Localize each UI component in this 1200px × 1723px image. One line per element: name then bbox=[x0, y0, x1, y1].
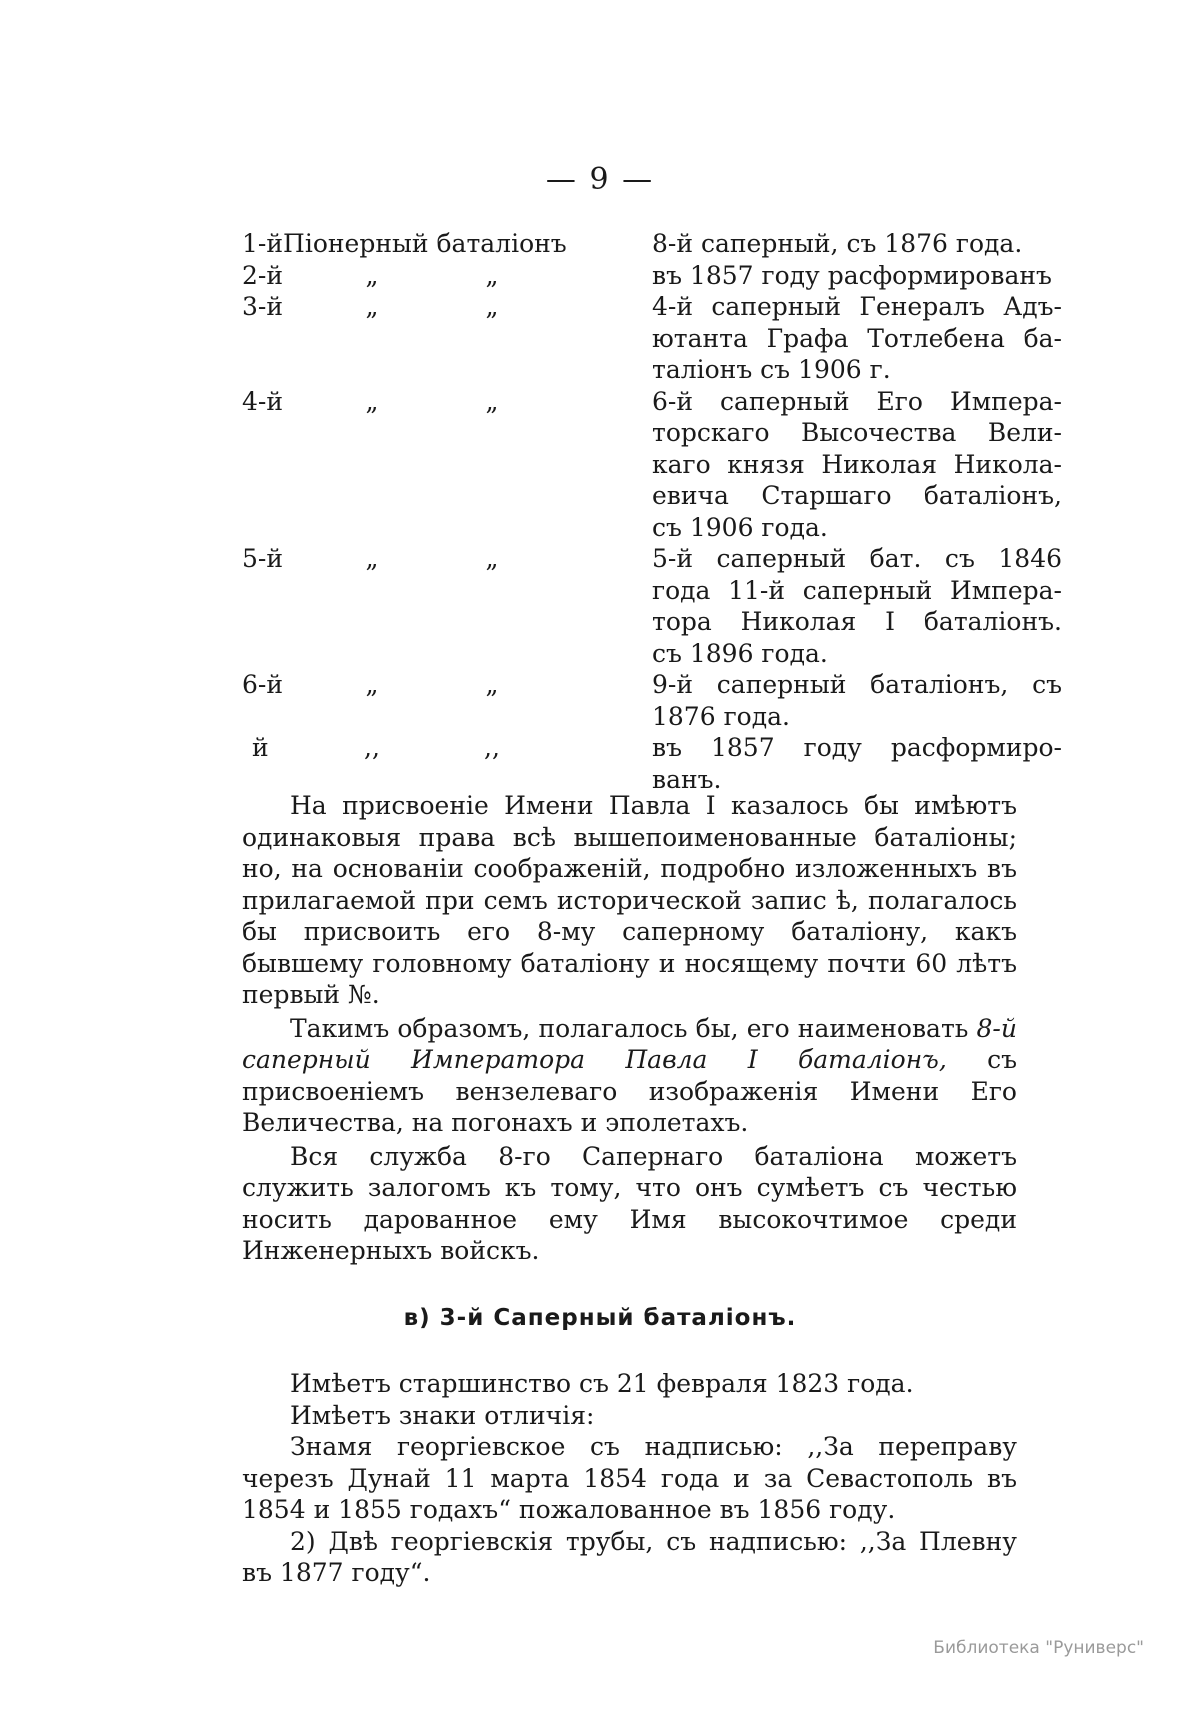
fate-line: 4-й саперный Генералъ Адъ- bbox=[652, 292, 1062, 321]
fate-line: 5-й саперный бат. съ 1846 bbox=[652, 544, 1062, 573]
ditto-mark: „ bbox=[485, 292, 499, 321]
ditto-mark: „ bbox=[365, 670, 379, 699]
fate-line: съ 1906 года. bbox=[652, 512, 828, 542]
fate-line: въ 1857 году расформиро- bbox=[652, 733, 1062, 762]
row-label bbox=[242, 228, 567, 260]
battalion-fate bbox=[652, 543, 1062, 669]
paragraph: Вся служба 8-го Сапернаго баталіона можетъ служить залогомъ къ тому, что онъ сумѣетъ съ честью носить дарованное ему Имя высокочтимое среди Инженерныхъ войскъ. bbox=[242, 1141, 1017, 1265]
battalion-fate bbox=[652, 291, 1062, 386]
table-row bbox=[242, 291, 1062, 386]
battalion-fate bbox=[652, 386, 1062, 544]
paragraph-text: съ присвоеніемъ вензелеваго изображенія Имени Его Величества, на погонахъ и эполетахъ. bbox=[242, 1045, 1018, 1137]
ditto-mark: „ bbox=[485, 386, 499, 416]
fate-line: тора Николая I баталіонъ. bbox=[652, 607, 1062, 636]
fate-line: 6-й саперный Его Импера- bbox=[652, 386, 1062, 416]
paragraph: На присвоеніе Имени Павла I казалось бы имѣютъ одинаковыя права всѣ вышепоименованные баталіоны; но, на основаніи соображеній, подробно изложенныхъ въ прилагаемой при семъ исторической запис ѣ, полагалось бы присвоить его 8-му саперному баталіону, какъ бывшему головному баталіону и носящему почти 60 лѣтъ первый №. bbox=[242, 791, 1017, 1009]
ditto-mark: „ bbox=[365, 544, 379, 573]
fate-line: 8-й саперный, съ 1876 года. bbox=[652, 229, 1023, 258]
section-line: Знамя георгіевское съ надписью: ,,За переправу черезъ Дунай 11 марта 1854 года и за Севастополь въ 1854 и 1855 годахъ“ пожалованное въ 1856 году. bbox=[242, 1432, 1017, 1524]
ditto-mark: ,, bbox=[364, 733, 380, 762]
fate-line: года 11-й саперный Импера- bbox=[652, 575, 1062, 605]
fate-line: евича Старшаго баталіонъ, bbox=[652, 481, 1062, 510]
battalion-name: Піонерный баталіонъ bbox=[283, 229, 567, 258]
table-row bbox=[242, 732, 1062, 795]
battalion-number: 3-й bbox=[242, 292, 284, 321]
table-row bbox=[242, 543, 1062, 669]
fate-line: каго князя Николая Никола- bbox=[652, 449, 1062, 479]
battalion-number: 2-й bbox=[242, 260, 284, 290]
ditto-mark: „ bbox=[365, 386, 379, 416]
ditto-mark: „ bbox=[365, 292, 379, 321]
battalion-table bbox=[242, 228, 1062, 795]
ditto-mark: „ bbox=[485, 544, 499, 573]
fate-line: 1876 года. bbox=[652, 701, 790, 731]
battalion-fate bbox=[652, 669, 1062, 732]
battalion-fate bbox=[652, 260, 1062, 292]
body-text bbox=[242, 790, 1017, 1267]
fate-line: въ 1857 году расформированъ bbox=[652, 260, 1052, 290]
section-line: Имѣетъ знаки отличія: bbox=[290, 1400, 595, 1430]
battalion-number: й bbox=[252, 733, 269, 762]
paragraph bbox=[242, 1013, 1017, 1139]
section-line: 2) Двѣ георгіевскія трубы, съ надписью: ,,За Плевну въ 1877 году“. bbox=[242, 1526, 1017, 1587]
battalion-number: 4-й bbox=[242, 386, 284, 416]
fate-line: ванъ. bbox=[652, 764, 722, 794]
ditto-mark: „ bbox=[365, 260, 379, 290]
page-number: — 9 — bbox=[545, 162, 655, 197]
battalion-fate bbox=[652, 228, 1062, 260]
ditto-mark: „ bbox=[485, 260, 499, 290]
fate-line: 9-й саперный баталіонъ, съ bbox=[652, 670, 1062, 699]
table-row bbox=[242, 386, 1062, 544]
battalion-number: 1-й bbox=[242, 229, 284, 258]
ditto-mark: „ bbox=[485, 670, 499, 699]
fate-line: таліонъ съ 1906 г. bbox=[652, 355, 891, 384]
paragraph-text: Такимъ образомъ, полагалось бы, его наименовать bbox=[290, 1013, 977, 1043]
battalion-number: 5-й bbox=[242, 544, 284, 573]
fate-line: торскаго Высочества Вели- bbox=[652, 418, 1062, 447]
section-heading: в) 3-й Саперный баталіонъ. bbox=[403, 1305, 797, 1331]
fate-line: съ 1896 года. bbox=[652, 638, 828, 668]
fate-line: ютанта Графа Тотлебена ба- bbox=[652, 323, 1062, 353]
table-row bbox=[242, 260, 1052, 292]
ditto-mark: ,, bbox=[484, 733, 500, 762]
battalion-number: 6-й bbox=[242, 670, 284, 699]
battalion-fate bbox=[652, 732, 1062, 795]
table-row bbox=[242, 228, 1022, 260]
section-line: Имѣетъ старшинство съ 21 февраля 1823 года. bbox=[290, 1369, 914, 1398]
section-body bbox=[242, 1368, 1017, 1589]
library-watermark: Библиотека "Руниверс" bbox=[933, 1638, 1144, 1658]
table-row bbox=[242, 669, 1062, 732]
italic-battalion-name: 8-й саперный Императора Павла I баталіонъ, bbox=[242, 1013, 1017, 1074]
